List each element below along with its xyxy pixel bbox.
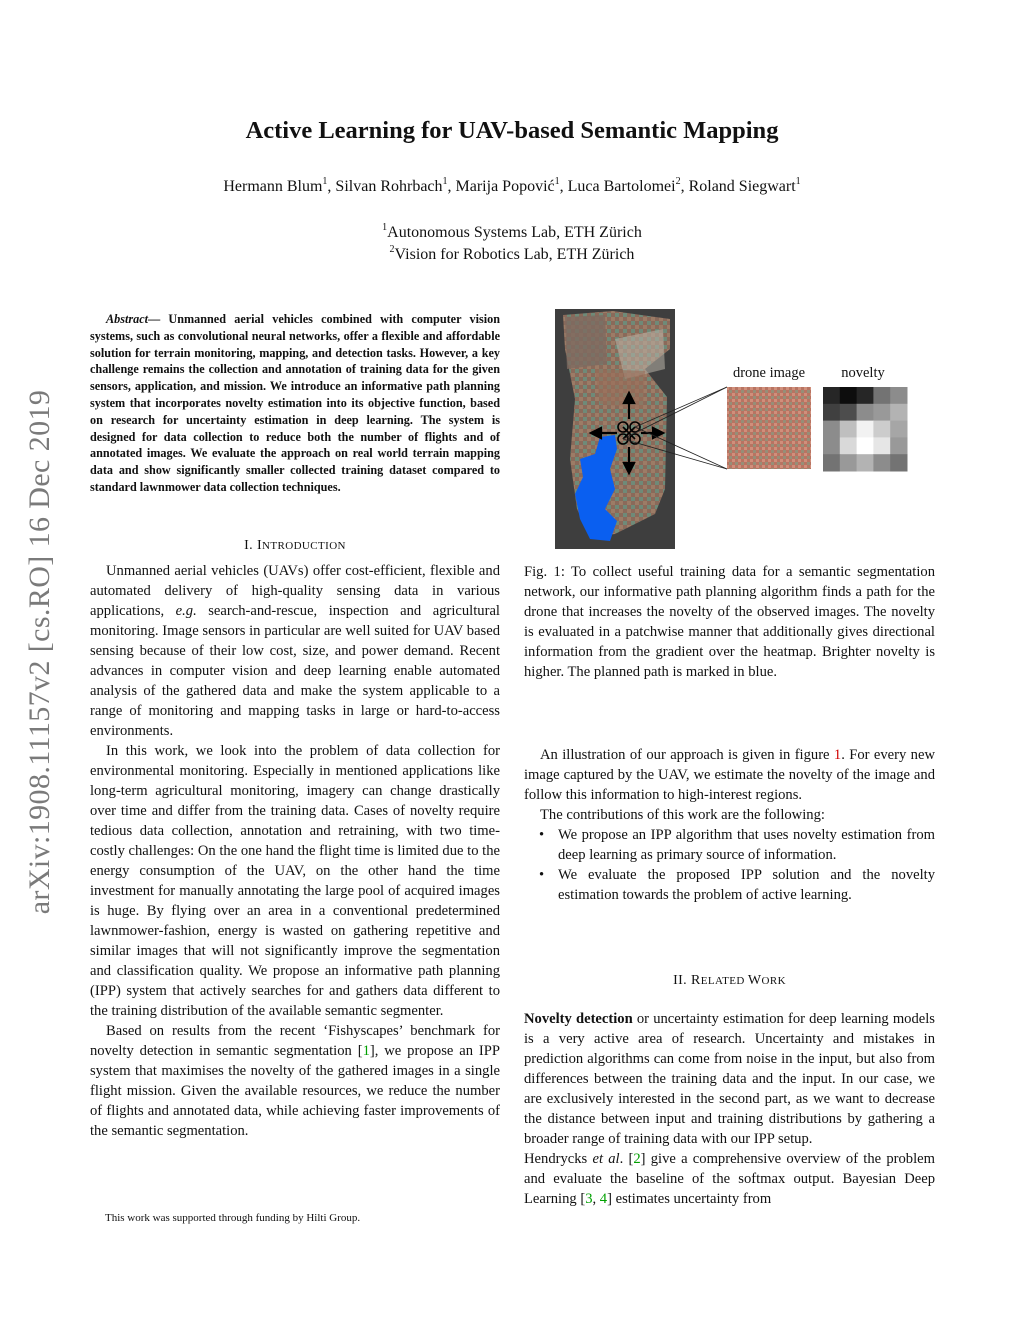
heatmap-cell <box>890 387 907 404</box>
heatmap-cell <box>857 454 874 471</box>
contributions-list <box>524 825 935 905</box>
heatmap-cell <box>873 454 890 471</box>
heatmap-cell <box>890 404 907 421</box>
heatmap-cell <box>823 454 840 471</box>
figure-1-graphic <box>555 309 935 549</box>
author: Hermann Blum <box>223 178 323 195</box>
run-in-heading: Novelty detection <box>524 1011 633 1027</box>
heatmap-cell <box>840 421 857 438</box>
drone-image-label: drone image <box>732 365 806 381</box>
abstract-text: — Unmanned aerial vehicles combined with computer vision systems, such as convolutional neural networks, offer a flexible and affordable solution for terrain monitoring, mapping, and detection tasks. However, a key challenge remains the collection and annotation of training data for the given sensors, application, and mission. We introduce an informative path planning system that incorporates novelty estimation into its objective function, based on research for uncertainty estimation in deep learning. The system is designed for data collection to reduce both the number of flights and of annotated images. We evaluate the approach on real world terrain mapping data and show significantly smaller collected training dataset compared to standard lawnmower data collection techniques. <box>90 312 500 494</box>
citation-link[interactable]: 3 <box>585 1191 593 1207</box>
section-heading-related-work: II. RELATED WORK <box>673 973 786 988</box>
citation-link[interactable]: 1 <box>362 1043 370 1059</box>
heatmap-cell <box>823 421 840 438</box>
figure-1 <box>555 309 935 549</box>
heatmap-cell <box>857 437 874 454</box>
author: Marija Popović <box>455 178 555 195</box>
heatmap-cell <box>873 421 890 438</box>
arxiv-stamp: arXiv:1908.11157v2 [cs.RO] 16 Dec 2019 <box>23 389 56 915</box>
heatmap-cell <box>873 387 890 404</box>
paragraph: The contributions of this work are the following: <box>540 807 825 823</box>
abstract-label: Abstract <box>106 312 148 326</box>
affiliation-1: $^1$Autonomous Systems Lab, ETH Zürich <box>382 222 642 241</box>
author: Luca Bartolomei <box>567 178 676 195</box>
list-item: • We evaluate the proposed IPP solution and the novelty estimation towards the problem of active learning. <box>524 865 935 905</box>
abstract <box>90 311 500 496</box>
heatmap-cell <box>840 404 857 421</box>
heatmap-cell <box>840 387 857 404</box>
paragraph: Novelty detection or uncertainty estimation for deep learning models is a very active area of research. Uncertainty and mistakes in prediction algorithms can come from noise in the input, but also from differences between the training data and the input. In our case, we are exclusively interested in the second part, as we want to decrease the distance between input and training distributions by gathering a broader range of training data with our IPP setup. <box>524 1011 935 1147</box>
heatmap-cell <box>823 387 840 404</box>
heatmap-cell <box>823 404 840 421</box>
right-column-body <box>524 745 935 905</box>
heatmap-cell <box>857 404 874 421</box>
citation-link[interactable]: 4 <box>599 1191 608 1207</box>
section-heading-introduction: I. INTRODUCTION <box>244 538 346 553</box>
paragraph: In this work, we look into the problem of data collection for environmental monitoring. Especially in mentioned applications like long-term agricultural monitoring, imagery can change drastically over time and differ from the training data. Cases of novelty require tedious data collection, annotation and retraining, with two time-costly challenges: On the one hand the flight time is limited due to the energy consumption of the UAV, on the other hand the time investment for manually annotating the large pool of acquired images is huge. By flying over an area in a conventional predetermined lawnmower-fashion, energy is wasted on gathering repetitive and similar images that will not significantly improve the segmentation and classification quality. We propose an informative path planning (IPP) system that actively searches for and gathers data different to the training distribution of the available semantic segmenter. <box>90 743 500 1019</box>
novelty-heatmap <box>823 387 908 472</box>
list-item: • We propose an IPP algorithm that uses novelty estimation from deep learning as primary source of information. <box>524 825 935 865</box>
heatmap-cell <box>840 454 857 471</box>
heatmap-cell <box>857 421 874 438</box>
citation-link[interactable]: 2 <box>633 1151 641 1167</box>
introduction-body <box>90 561 500 1141</box>
heatmap-cell <box>840 437 857 454</box>
paragraph: An illustration of our approach is given in figure 1. For every new image captured by the UAV, we estimate the novelty of the image and follow this information to high-interest regions. <box>524 747 935 803</box>
heatmap-cell <box>873 437 890 454</box>
figure-caption: Fig. 1: To collect useful training data for a semantic segmentation network, our informative path planning algorithm finds a path for the drone that increases the novelty of the observed images. The novelty is evaluated in a patchwise manner that additionally gives directional information from the gradient over the heatmap. Brighter novelty is higher. The planned path is marked in blue. <box>524 564 935 680</box>
paper-title: Active Learning for UAV-based Semantic Mapping <box>245 117 779 144</box>
author-list: Hermann Blum$^1$, Silvan Rohrbach$^1$, Marija Popović$^1$, Luca Bartolomei$^2$, Roland Siegwart$^1$ <box>223 176 801 195</box>
affiliation-2: $^2$Vision for Robotics Lab, ETH Zürich <box>389 244 635 263</box>
author: Roland Siegwart <box>688 178 796 195</box>
heatmap-cell <box>873 404 890 421</box>
footnote: This work was supported through funding by Hilti Group. <box>105 1212 361 1224</box>
figure-ref-link[interactable]: 1 <box>833 747 842 763</box>
heatmap-cell <box>857 387 874 404</box>
paragraph: Based on results from the recent ‘Fishyscapes’ benchmark for novelty detection in semantic segmentation [1], we propose an IPP system that maximises the novelty of the gathered images in a single flight mission. Given the available resources, we reduce the number of flights and annotated data, while achieving faster improvements of the semantic segmentation. <box>90 1023 500 1139</box>
heatmap-cell <box>890 421 907 438</box>
novelty-label: novelty <box>841 365 885 381</box>
author: Silvan Rohrbach <box>335 178 443 195</box>
paragraph: Hendrycks et al. [2] give a comprehensive overview of the problem and evaluate the baseline of the softmax output. Bayesian Deep Learning [3, 4] estimates uncertainty from <box>524 1151 935 1207</box>
heatmap-cell <box>890 437 907 454</box>
paragraph: Unmanned aerial vehicles (UAVs) offer cost-efficient, flexible and automated delivery of high-quality sensing data in various applications, e.g. search-and-rescue, inspection and agricultural monitoring. Image sensors in particular are well suited for UAV based sensing because of their low cost, size, and power demand. Recent advances in computer vision and deep learning enable automated analysis of the gathered data and make the system applicable to a range of monitoring and mapping tasks in large or hard-to-access environments. <box>90 563 500 739</box>
heatmap-cell <box>890 454 907 471</box>
heatmap-cell <box>823 437 840 454</box>
related-work-body <box>524 1009 935 1209</box>
